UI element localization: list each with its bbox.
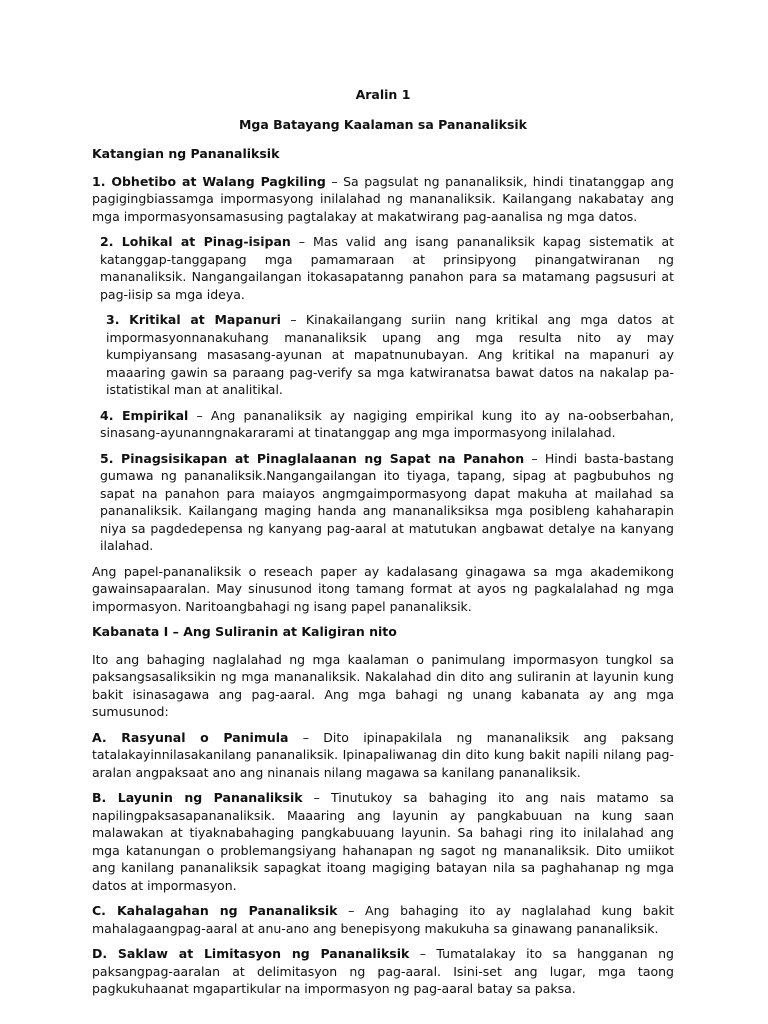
chapter-1-part-c: [92, 902, 674, 937]
characteristic-5-term: 5. Pinagsisikapan at Pinaglalaanan ng Sapat na Panahon: [100, 450, 525, 466]
part-d-text: – Tumatalakay ito sa hangganan ng paksangpag-aaralan at delimitasyon ng pag-aaral. Isini-set ang lugar, mga taong pagkukuhaanat mgapartikular na impormasyon ng pag-aaral batay sa paksa.: [92, 946, 674, 996]
characteristic-5-text: – Hindi basta-bastang gumawa ng pananaliksik.Nangangailangan ito tiyaga, tapang, sipag at pagbubuhos ng sapat na panahon para maiayos angmgaimpormasyong dapat makuha at mailahad sa pananaliksik. Kailangang maging handa ang mananaliksiksa mga posibleng kahaharapin niya sa pagdedepensa ng kanyang pag-aaral at matutukan angbawat detalye na kanyang ilalahad.: [100, 450, 674, 553]
page-title: Mga Batayang Kaalaman sa Pananaliksik: [238, 116, 527, 132]
characteristic-4-term: 4. Empirikal: [100, 407, 189, 423]
characteristic-4: [92, 407, 674, 442]
chapter-1-heading: Kabanata I – Ang Suliranin at Kaligiran nito: [92, 624, 397, 639]
lesson-label: Aralin 1: [355, 87, 411, 102]
characteristic-1-text: – Sa pagsulat ng pananaliksik, hindi tinatanggap ang pagigingbiassamga impormasyong inilalahad ng mananaliksik. Kailangang nakabatay ang mga impormasyonsamasusing pagtalakay at makatwirang pag-aanalisa ng mga datos.: [92, 173, 674, 224]
chapter-1-part-d: [92, 945, 674, 998]
chapter-1-intro: Ito ang bahaging naglalahad ng mga kaalaman o panimulang impormasyon tungkol sa paksangsasaliksikin ng mga mananaliksik. Nakalahad din dito ang suliranin at layunin kung bakit isinasagawa ang pag-aaral. Ang mga bahagi ng unang kabanata ay ang mga sumusunod:: [92, 651, 674, 719]
part-b-text: – Tinutukoy sa bahaging ito ang nais matamo sa napilingpaksasapananaliksik. Maaaring ang layunin ay pangkabuuan na kung saan malawakan at tiyaknabahaging pangkabuuang layunin. Sa bahagi ring ito inilalahad ang mga katanungan o problemangsiyang hahanapan ng sagot ng mananaliksik. Dito umiikot ang kanilang pananaliksik sapagkat itoang magiging batayan nila sa paghahanap ng mga datos at impormasyon.: [92, 790, 674, 893]
chapter-1-part-b: [92, 789, 674, 894]
research-paper-intro: Ang papel-pananaliksik o reseach paper ay kadalasang ginagawa sa mga akademikong gawainsapaaralan. May sinusunod itong tamang format at ayos ng pagkalalahad ng mga impormasyon. Naritoangbahagi ng isang papel pananaliksik.: [92, 563, 674, 614]
characteristic-3-text: – Kinakailangang suriin nang kritikal ang mga datos at impormasyonnanakuhang mananaliksik upang ang mga resulta nito ay may kumpiyansang masasang-ayunan at mapatnunubayan. Ang kritikal na mapanuri ay maaaring gawin sa paraang pag-verify sa mga katwiranatsa bawat datos na nakalap pa-istatistikal man at analitikal.: [106, 312, 674, 397]
characteristic-4-text: – Ang pananaliksik ay nagiging empirikal kung ito ay na-oobserbahan, sinasang-ayunanngnakararami at tinatanggap ang mga impormasyong inilalahad.: [100, 407, 675, 440]
chapter-1-part-a: [92, 729, 674, 782]
part-b-term: B. Layunin ng Pananaliksik: [92, 790, 303, 805]
characteristic-5: [92, 450, 674, 555]
part-c-term: C. Kahalagahan ng Pananaliksik: [92, 903, 338, 918]
part-a-text: – Dito ipinapakilala ng mananaliksik ang paksang tatalakayinnilasakanilang pananaliksik. Ipinapaliwanag din dito kung bakit napili nilang pag-aralan angpaksaat ano ang ninanais nilang magawa sa kanilang pananaliksik.: [92, 729, 674, 780]
characteristic-3: [92, 311, 674, 399]
part-d-term: D. Saklaw at Limitasyon ng Pananaliksik: [92, 946, 410, 961]
document-page: [92, 86, 674, 1006]
characteristic-2-text: – Mas valid ang isang pananaliksik kapag sistematik at katanggap-tanggapang mga pamamaraan at prinsipyong pinangatwiranan ng mananaliksik. Nangangailangan itokasapatanng panahon para sa matamang pagsusuri at pag-iisip sa mga ideya.: [100, 234, 675, 302]
part-c-text: – Ang bahaging ito ay naglalahad kung bakit mahalagaangpag-aaral at anu-ano ang benepisyong makukuha sa ginawang pananaliksik.: [92, 903, 675, 936]
part-a-term: A. Rasyunal o Panimula: [92, 729, 289, 745]
characteristic-1-term: 1. Obhetibo at Walang Pagkiling: [92, 173, 326, 189]
section-heading-characteristics: Katangian ng Pananaliksik: [92, 146, 280, 161]
characteristic-1: [92, 173, 674, 226]
characteristic-2-term: 2. Lohikal at Pinag-isipan: [100, 234, 291, 249]
characteristic-2: [92, 233, 674, 303]
characteristic-3-term: 3. Kritikal at Mapanuri: [106, 312, 281, 327]
